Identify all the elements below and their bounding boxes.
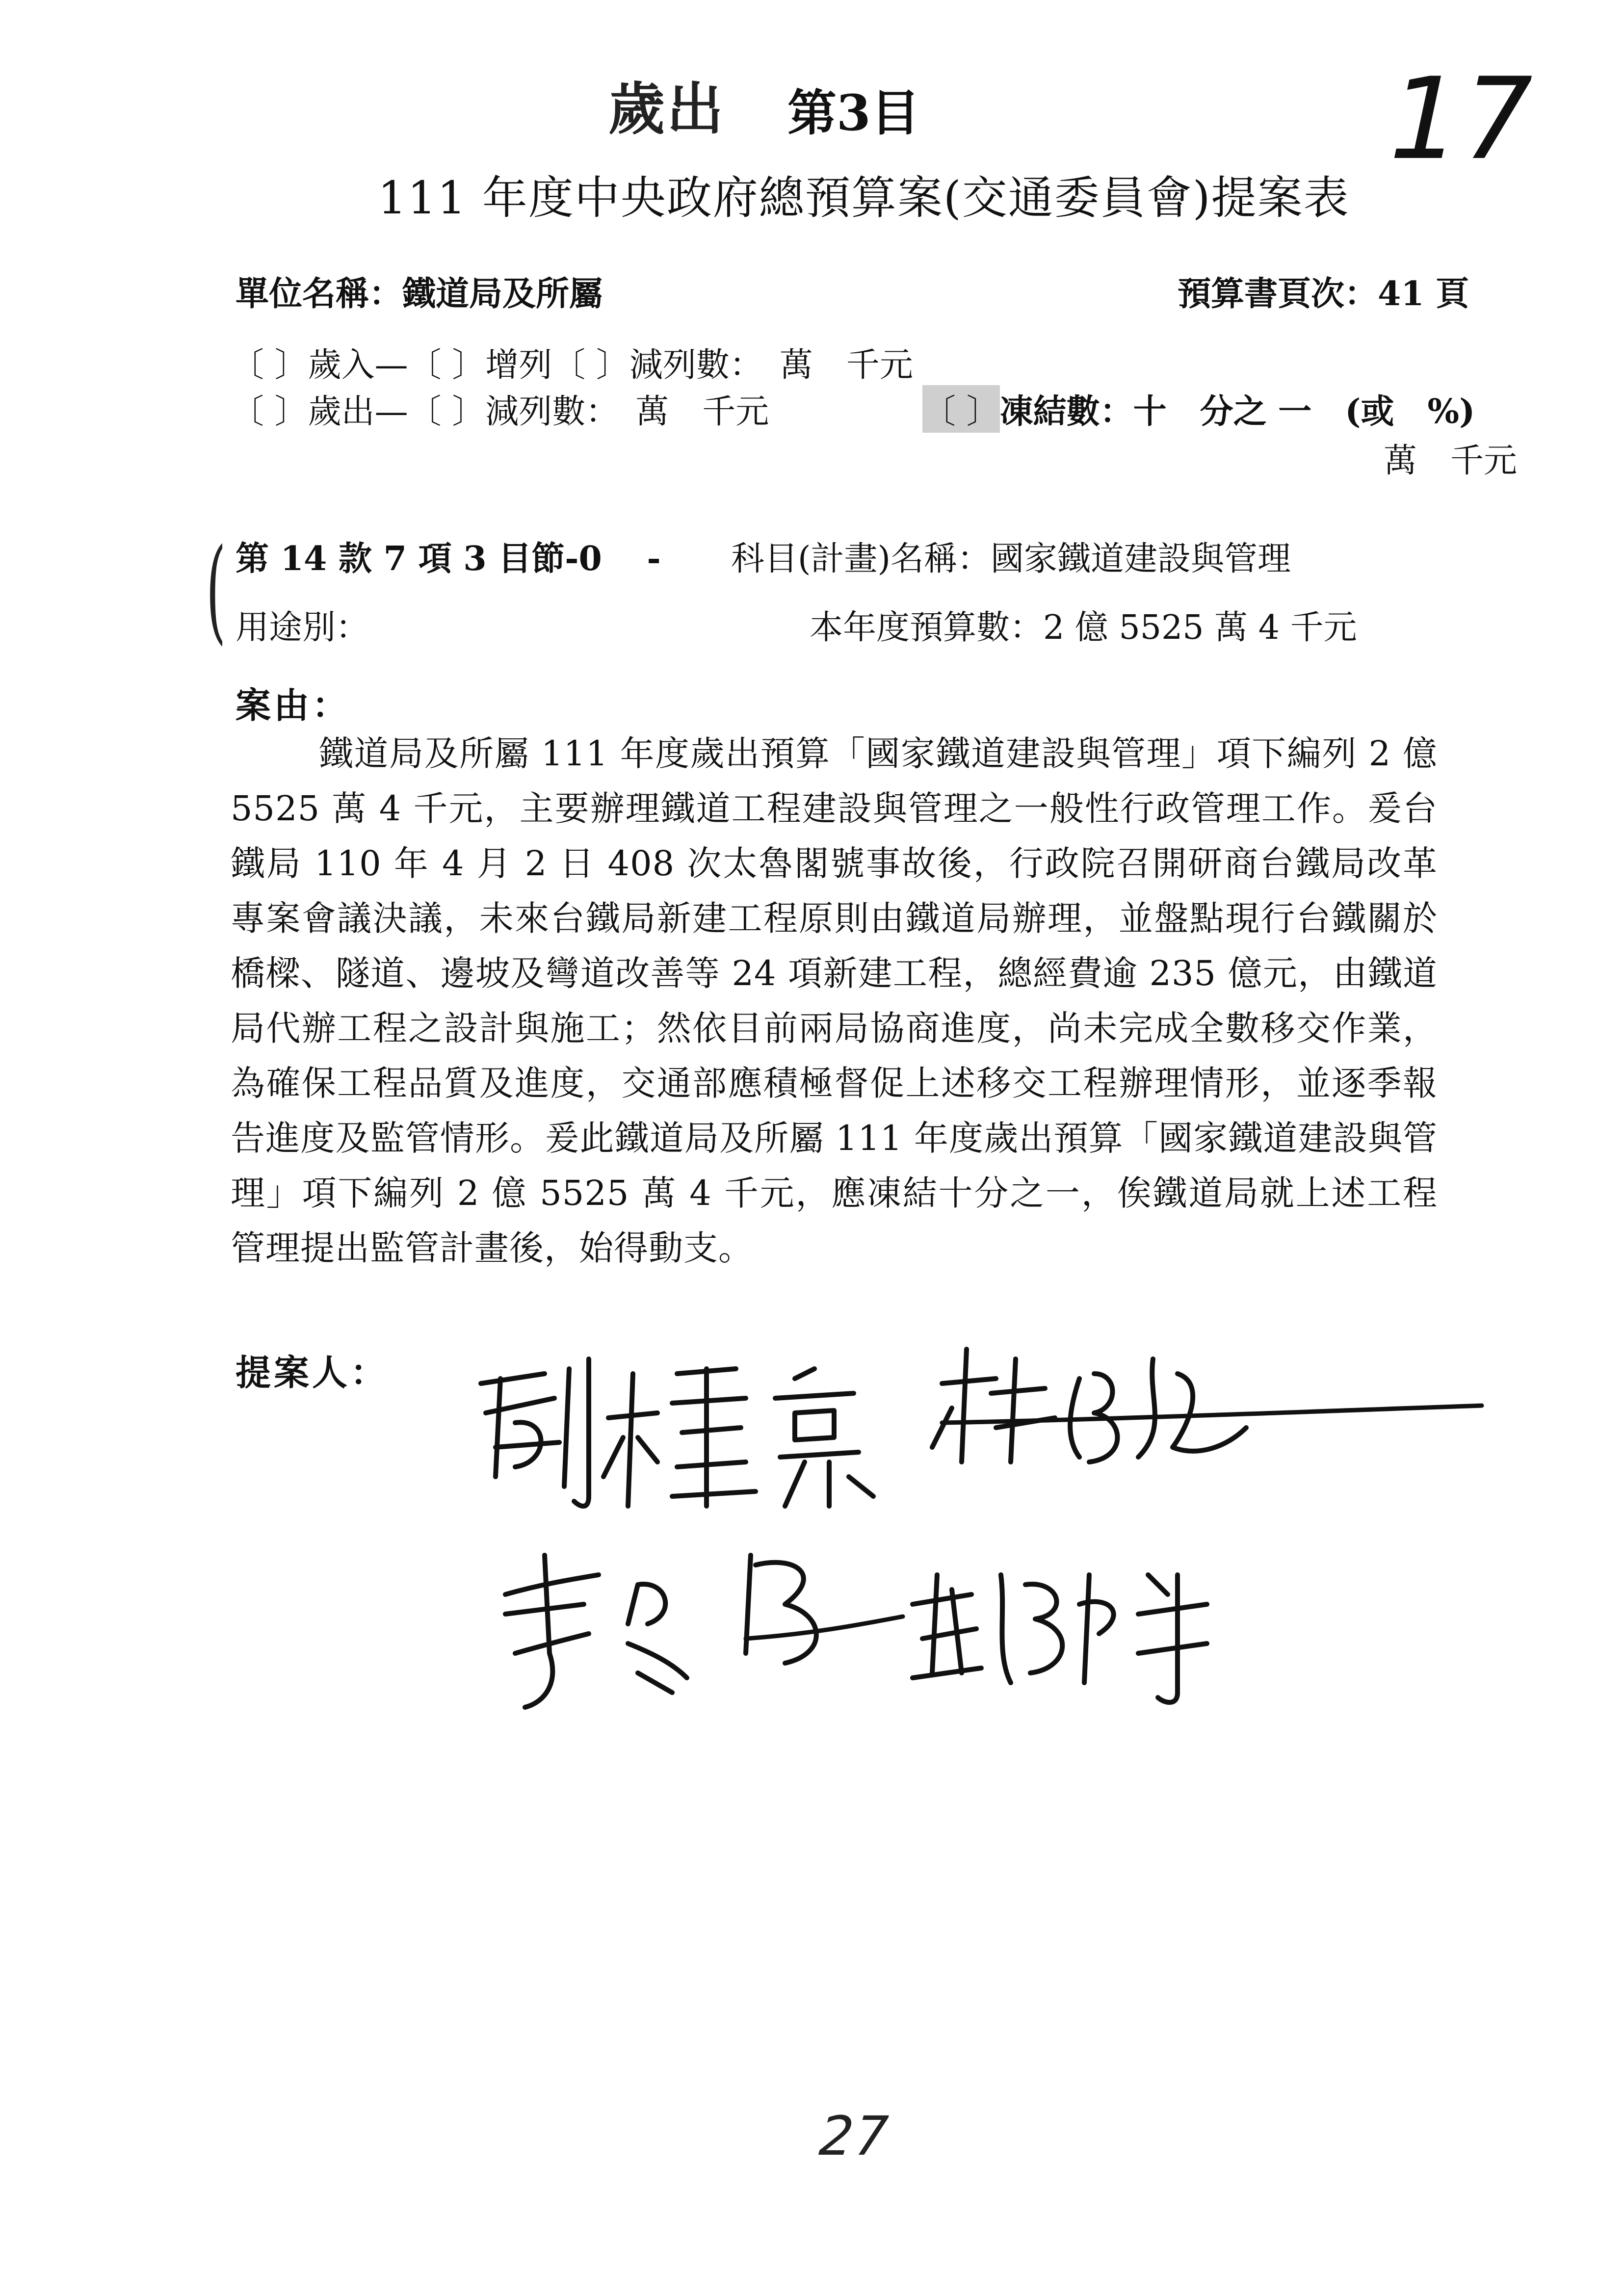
stamp-label: 歲出	[608, 76, 726, 142]
annual-budget: 本年度預算數：2 億 5525 萬 4 千元	[810, 608, 1357, 647]
signature-3	[505, 1555, 903, 1707]
reason-body: 鐵道局及所屬 111 年度歲出預算「國家鐵道建設與管理」項下編列 2 億 5525 萬 4 千元，主要辦理鐵道工程建設與管理之一般性行政管理工作。爰台鐵局 110 年 4 月 2 日 408 次太魯閣號事故後，行政院召開研商台鐵局改革專案會議決議，未來台鐵局新建工程原則由鐵道局辦理，並盤點現行台鐵關於橋樑、隧道、邊坡及彎道改善等 24 項新建工程，總經費逾 235 億元，由鐵道局代辦工程之設計與施工；然依目前兩局協商進度，尚未完成全數移交作業，為確保工程品質及進度，交通部應積極督促上述移交工程辦理情形，並逐季報告進度及監管情形。爰此鐵道局及所屬 111 年度歲出預算「國家鐵道建設與管理」項下編列 2 億 5525 萬 4 千元，應凍結十分之一，俟鐵道局就上述工程管理提出監管計畫後，始得動支。	[231, 733, 1438, 1268]
freeze-units: 萬 千元	[1384, 442, 1518, 480]
handwritten-page-number: 17	[1374, 54, 1546, 185]
handwritten-signatures	[442, 1300, 1545, 1742]
left-brace-decoration: (	[206, 525, 226, 656]
revenue-option-line: 〔 〕歲入—〔 〕增列〔 〕減列數： 萬 千元	[231, 346, 913, 385]
subject-name: 科目(計畫)名稱：國家鐵道建設與管理	[731, 540, 1291, 578]
signature-2	[932, 1349, 1482, 1462]
unit-name: 單位名稱：鐵道局及所屬	[236, 274, 603, 313]
handwritten-footer-mark: 27	[811, 2105, 897, 2167]
item-number: 第3目	[787, 84, 920, 142]
expenditure-option-line: 〔 〕歲出—〔 〕減列數： 萬 千元	[231, 392, 769, 431]
budget-book-page: 預算書頁次：41 頁	[1178, 274, 1469, 313]
freeze-text: 凍結數：十 分之 一 (或 %)	[999, 392, 1475, 431]
account-code: 第 14 款 7 項 3 目節-0 -	[236, 539, 661, 578]
reason-heading: 案由：	[236, 684, 351, 726]
purpose-label: 用途別：	[236, 608, 369, 647]
freeze-option	[922, 385, 1475, 433]
signature-1	[481, 1359, 873, 1506]
freeze-checkbox: 〔 〕	[922, 385, 1000, 433]
signature-4	[913, 1575, 1207, 1702]
document-title: 111 年度中央政府總預算案(交通委員會)提案表	[378, 172, 1350, 224]
proposer-heading: 提案人：	[236, 1352, 389, 1393]
